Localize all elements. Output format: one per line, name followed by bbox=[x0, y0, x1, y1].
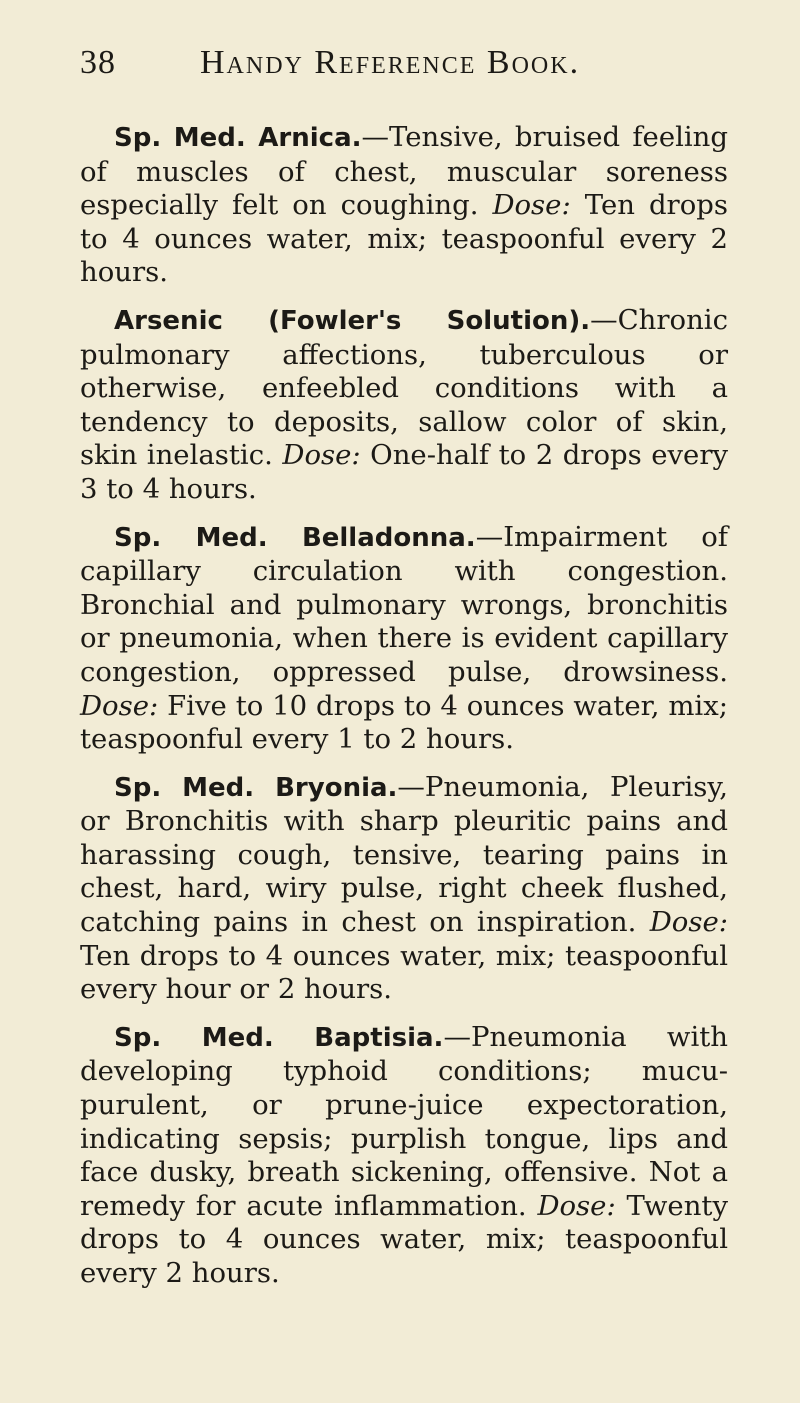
remedy-entry bbox=[80, 521, 728, 757]
remedy-name: Sp. Med. Bryonia. bbox=[114, 772, 398, 803]
remedy-description: —Pneumonia with developing typhoid conditions; mucu-purulent, or prune-juice expectoration, indicating sepsis; purplish tongue, lips and face dusky, breath sickening, offensive. Not a remedy for acute inflammation. bbox=[80, 1020, 729, 1222]
dose-text: Five to 10 drops to 4 ounces water, mix; teaspoonful every 1 to 2 hours. bbox=[80, 689, 728, 756]
dose-label: Dose: bbox=[282, 439, 361, 472]
remedy-entry bbox=[80, 121, 728, 290]
remedy-name: Sp. Med. Arnica. bbox=[114, 123, 362, 153]
remedy-description: —Tensive, bruised feeling of muscles of chest, muscular soreness especially felt on coughing. bbox=[80, 121, 728, 222]
dose-text: Ten drops to 4 ounces water, mix; teaspoonful every hour or 2 hours. bbox=[80, 939, 728, 1006]
dose-text: One-half to 2 drops every 3 to 4 hours. bbox=[80, 439, 728, 505]
remedy-description: —Pneumonia, Pleurisy, or Bronchitis with sharp pleuritic pains and harassing cough, tensive, tearing pains in chest, hard, wiry pulse, right cheek flushed, catching pains in chest on inspiration. bbox=[80, 770, 729, 939]
page-number: 38 bbox=[80, 44, 116, 81]
remedy-name: Sp. Med. Baptisia. bbox=[114, 1022, 444, 1053]
remedy-description: —Impairment of capillary circulation with congestion. Bronchial and pulmonary wrongs, bronchitis or pneumonia, when there is evident capillary congestion, oppressed pulse, drowsiness. bbox=[80, 520, 728, 688]
remedy-name: Sp. Med. Belladonna. bbox=[114, 522, 476, 553]
dose-label: Dose: bbox=[80, 689, 159, 722]
running-title: Handy Reference Book. bbox=[200, 44, 581, 81]
remedy-description: —Chronic pulmonary affections, tuberculous or otherwise, enfeebled conditions with a tendency to deposits, sallow color of skin, skin inelastic. bbox=[80, 303, 728, 472]
dose-text: Twenty drops to 4 ounces water, mix; teaspoonful every 2 hours. bbox=[80, 1189, 728, 1289]
dose-text: Ten drops to 4 ounces water, mix; teaspoonful every 2 hours. bbox=[80, 189, 728, 289]
remedy-entry bbox=[80, 771, 728, 1007]
remedy-entry bbox=[80, 304, 728, 507]
running-head bbox=[80, 44, 728, 96]
remedy-entries bbox=[80, 121, 728, 1291]
remedy-name: Arsenic (Fowler's Solution). bbox=[114, 305, 591, 336]
dose-label: Dose: bbox=[649, 906, 728, 939]
dose-label: Dose: bbox=[492, 189, 571, 222]
remedy-entry bbox=[80, 1021, 728, 1291]
dose-label: Dose: bbox=[537, 1189, 616, 1222]
